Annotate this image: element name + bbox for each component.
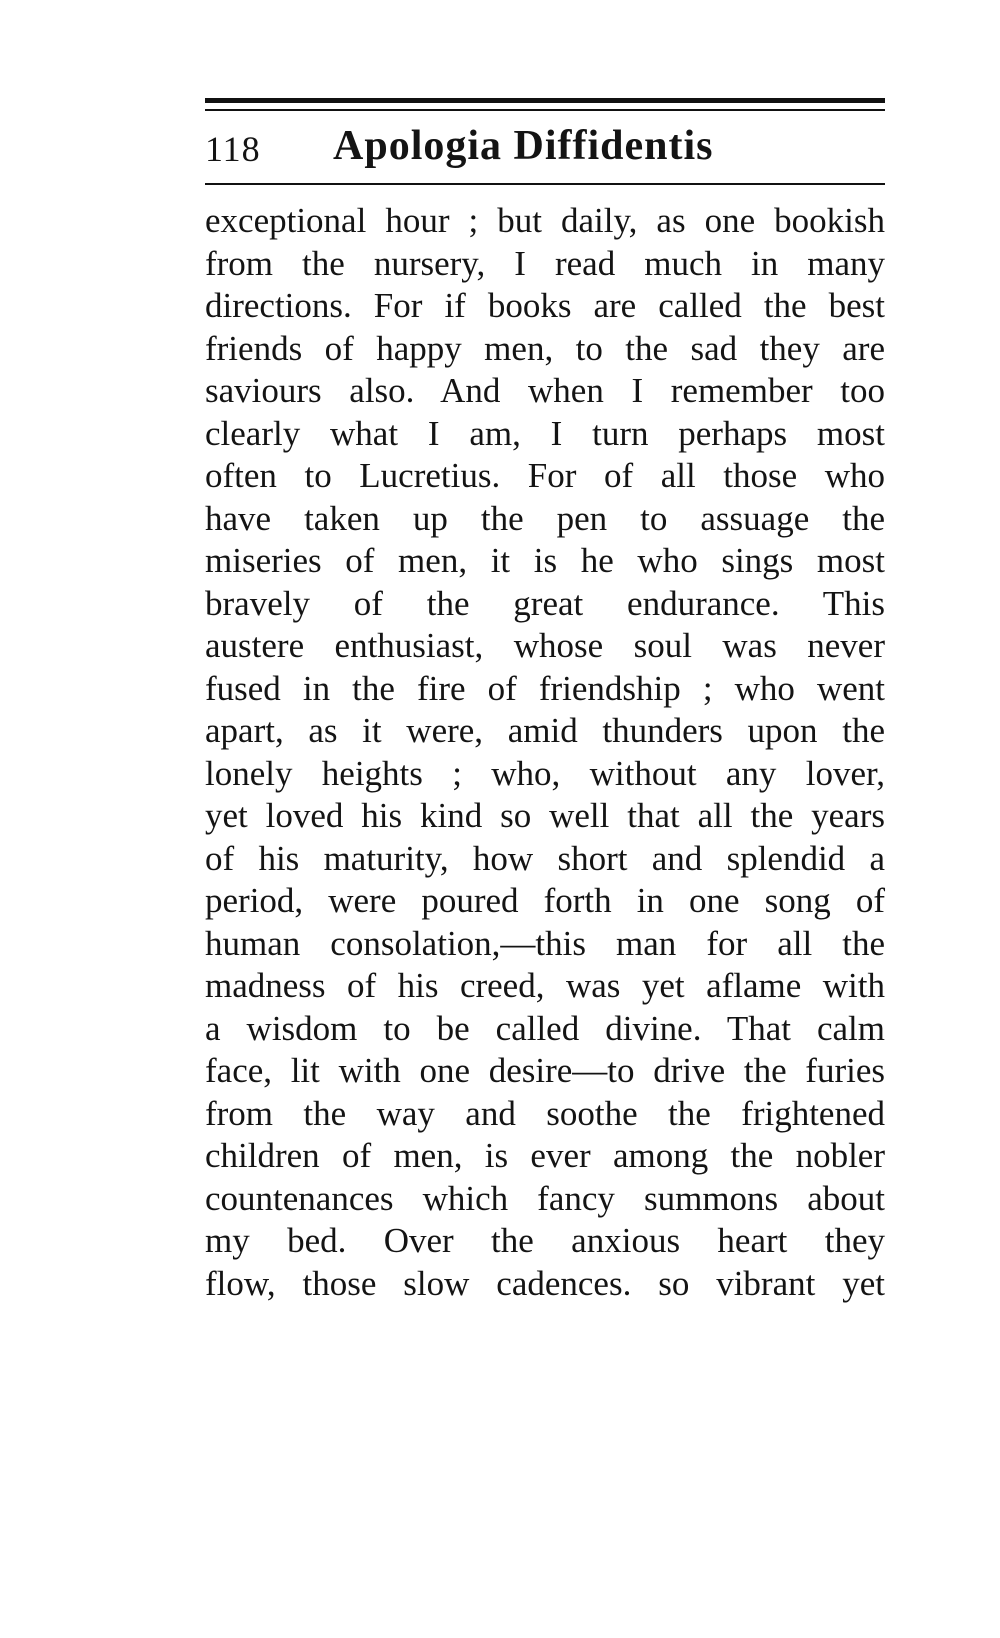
text-line: from the nursery, I read much in many <box>205 243 885 283</box>
text-line: saviours also. And when I remember too <box>205 371 885 410</box>
running-title: Apologia Diffidentis <box>333 123 714 169</box>
text-line: of his maturity, how short and splendid a <box>205 838 885 878</box>
text-line: friends of happy men, to the sad they are <box>205 328 885 368</box>
header-rule-thin <box>205 109 885 111</box>
running-head <box>205 118 885 174</box>
text-line: from the way and soothe the frightened <box>205 1093 885 1133</box>
text-line: children of men, is ever among the nobler <box>205 1136 885 1175</box>
text-line: miseries of men, it is he who sings most <box>205 541 885 580</box>
text-line: my bed. Over the anxious heart they <box>205 1221 885 1260</box>
text-line: fused in the fire of friendship ; who went <box>205 668 885 708</box>
text-line: a wisdom to be called divine. That calm <box>205 1008 885 1048</box>
page-number: 118 <box>205 129 261 169</box>
text-line: often to Lucretius. For of all those who <box>205 456 885 495</box>
text-line: exceptional hour ; but daily, as one bookish <box>205 201 885 240</box>
header-rule-thick <box>205 98 885 103</box>
text-line: madness of his creed, was yet aflame with <box>205 966 885 1005</box>
text-line: yet loved his kind so well that all the years <box>205 796 885 835</box>
text-line: apart, as it were, amid thunders upon the <box>205 711 885 750</box>
text-line: human consolation,—this man for all the <box>205 923 885 963</box>
text-line: flow, those slow cadences. so vibrant yet <box>205 1263 885 1303</box>
text-line: directions. For if books are called the best <box>205 286 885 325</box>
text-line: austere enthusiast, whose soul was never <box>205 626 885 665</box>
header-rule-bottom <box>205 183 885 185</box>
text-line: have taken up the pen to assuage the <box>205 498 885 538</box>
text-line: face, lit with one desire—to drive the furies <box>205 1051 885 1090</box>
text-line: bravely of the great endurance. This <box>205 583 885 623</box>
text-line: countenances which fancy summons about <box>205 1178 885 1218</box>
body-text <box>205 200 885 1305</box>
text-line: lonely heights ; who, without any lover, <box>205 753 885 793</box>
text-line: clearly what I am, I turn perhaps most <box>205 413 885 453</box>
text-line: period, were poured forth in one song of <box>205 881 885 920</box>
